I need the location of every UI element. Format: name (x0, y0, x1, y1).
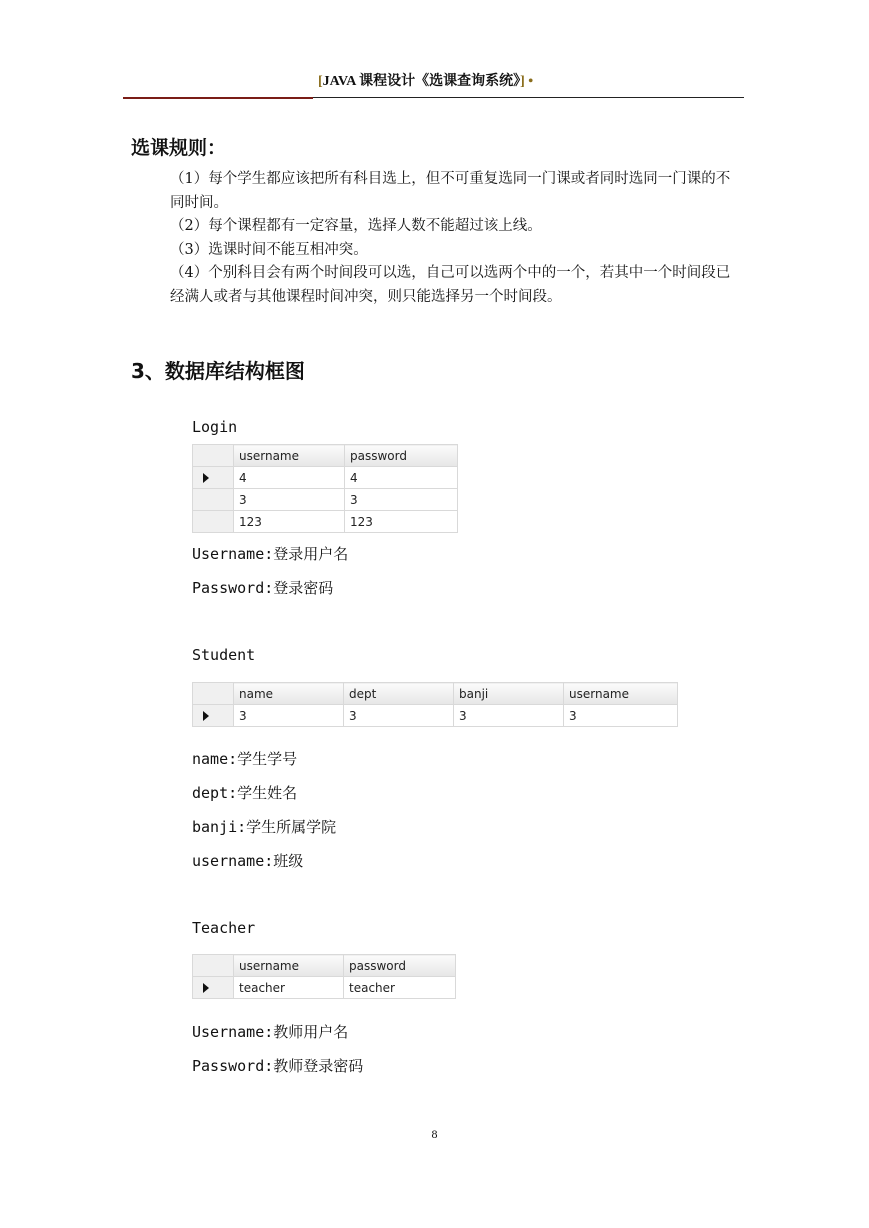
table-cell[interactable]: 3 (454, 705, 564, 727)
teacher-table (192, 954, 456, 999)
header-title-text: JAVA 课程设计《选课查询系统》 (322, 74, 521, 89)
table-cell[interactable]: 3 (564, 705, 678, 727)
column-header: banji (454, 683, 564, 705)
table-row[interactable] (193, 489, 458, 511)
current-row-arrow-icon (203, 983, 209, 993)
header-bracket-open: [ (318, 74, 323, 89)
table-cell[interactable]: teacher (234, 977, 344, 999)
teacher-desc-username: Username:教师用户名 (192, 1023, 349, 1041)
table-cell[interactable]: 3 (345, 489, 458, 511)
table-cell[interactable]: 3 (344, 705, 454, 727)
table-row[interactable] (193, 705, 678, 727)
row-selector-header (193, 445, 234, 467)
page-number: 8 (431, 1127, 438, 1141)
login-table-label: Login (192, 418, 238, 436)
rules-list (162, 168, 742, 309)
column-header: dept (344, 683, 454, 705)
row-selector[interactable] (193, 511, 234, 533)
header-bracket-close: ] • (520, 74, 534, 89)
table-cell[interactable]: 3 (234, 705, 344, 727)
column-header: password (345, 445, 458, 467)
section-heading-rules: 选课规则： (131, 137, 227, 159)
column-header: username (234, 955, 344, 977)
table-header-row (193, 683, 678, 705)
row-selector-header (193, 683, 234, 705)
column-header: username (564, 683, 678, 705)
student-desc-username: username:班级 (192, 852, 304, 870)
table-header-row (193, 445, 458, 467)
rule-item: （4）个别科目会有两个时间段可以选，自己可以选两个中的一个，若其中一个时间段已经满人或者与其他课程时间冲突，则只能选择另一个时间段。 (170, 265, 731, 305)
table-cell[interactable]: 4 (345, 467, 458, 489)
section-heading-db: 3、数据库结构框图 (131, 359, 305, 383)
table-row[interactable] (193, 977, 456, 999)
login-desc-password: Password:登录密码 (192, 579, 334, 597)
current-row-arrow-icon (203, 473, 209, 483)
student-table-label: Student (192, 646, 256, 664)
column-header: username (234, 445, 345, 467)
rule-item: （3）选课时间不能互相冲突。 (170, 241, 368, 258)
table-row[interactable] (193, 467, 458, 489)
student-table (192, 682, 678, 727)
table-cell[interactable]: teacher (344, 977, 456, 999)
login-desc-username: Username:登录用户名 (192, 545, 349, 563)
row-selector-header (193, 955, 234, 977)
login-table (192, 444, 458, 533)
table-row[interactable] (193, 511, 458, 533)
teacher-table-label: Teacher (192, 919, 256, 937)
table-cell[interactable]: 123 (345, 511, 458, 533)
current-row-arrow-icon (203, 711, 209, 721)
header-rule-accent (123, 97, 313, 99)
rule-item: （2）每个课程都有一定容量，选择人数不能超过该上线。 (170, 218, 542, 234)
student-desc-name: name:学生学号 (192, 750, 298, 768)
student-desc-banji: banji:学生所属学院 (192, 818, 337, 836)
row-selector[interactable] (193, 489, 234, 511)
table-header-row (193, 955, 456, 977)
row-selector[interactable] (193, 705, 234, 727)
student-desc-dept: dept:学生姓名 (192, 784, 298, 802)
teacher-desc-password: Password:教师登录密码 (192, 1057, 364, 1075)
table-cell[interactable]: 4 (234, 467, 345, 489)
row-selector[interactable] (193, 467, 234, 489)
column-header: password (344, 955, 456, 977)
header-title (318, 70, 533, 90)
column-header: name (234, 683, 344, 705)
row-selector[interactable] (193, 977, 234, 999)
table-cell[interactable]: 123 (234, 511, 345, 533)
rule-item: （1）每个学生都应该把所有科目选上，但不可重复选同一门课或者同时选同一门课的不同时间。 (170, 171, 731, 211)
table-cell[interactable]: 3 (234, 489, 345, 511)
